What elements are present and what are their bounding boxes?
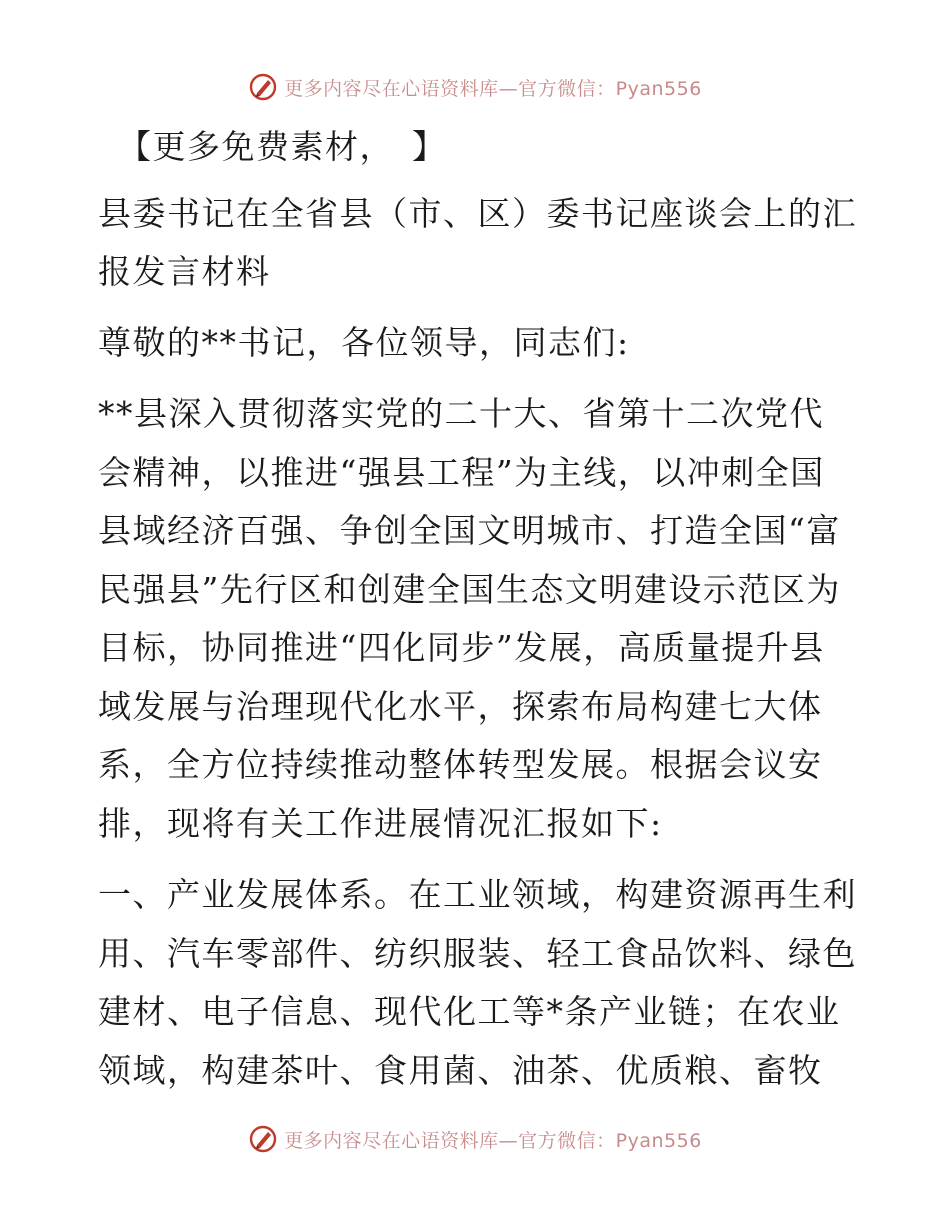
body-paragraph: 一、产业发展体系。在工业领域，构建资源再生利用、汽车零部件、纺织服装、轻工食品饮料、绿色建材、电子信息、现代化工等*条产业链；在农业领域，构建茶叶、食用菌、油茶、优质粮、畜牧 xyxy=(98,875,857,1090)
footer-watermark xyxy=(0,1124,950,1154)
watermark-text: 更多内容尽在心语资料库—官方微信：Pyan556 xyxy=(284,1129,702,1152)
pen-logo-icon xyxy=(248,1124,278,1154)
salutation: 尊敬的**书记，各位领导，同志们: xyxy=(98,322,630,362)
free-material-line: 【更多免费素材， 】 xyxy=(118,127,447,166)
body-paragraph: **县深入贯彻落实党的二十大、省第十二次党代会精神，以推进“强县工程”为主线，以冲刺全国县域经济百强、争创全国文明城市、打造全国“富民强县”先行区和创建全国生态文明建设示范区为目标，协同推进“四化同步”发展，高质量提升县域发展与治理现代化水平，探索布局构建七大体系，全方位持续推动整体转型发展。根据会议安排，现将有关工作进展情况汇报如下: xyxy=(98,394,841,843)
pen-logo-icon xyxy=(248,72,278,102)
document-title: 县委书记在全省县（市、区）委书记座谈会上的汇报发言材料 xyxy=(98,193,857,291)
header-watermark xyxy=(0,72,950,102)
watermark-text: 更多内容尽在心语资料库—官方微信：Pyan556 xyxy=(284,77,702,100)
document-body xyxy=(98,118,858,1113)
